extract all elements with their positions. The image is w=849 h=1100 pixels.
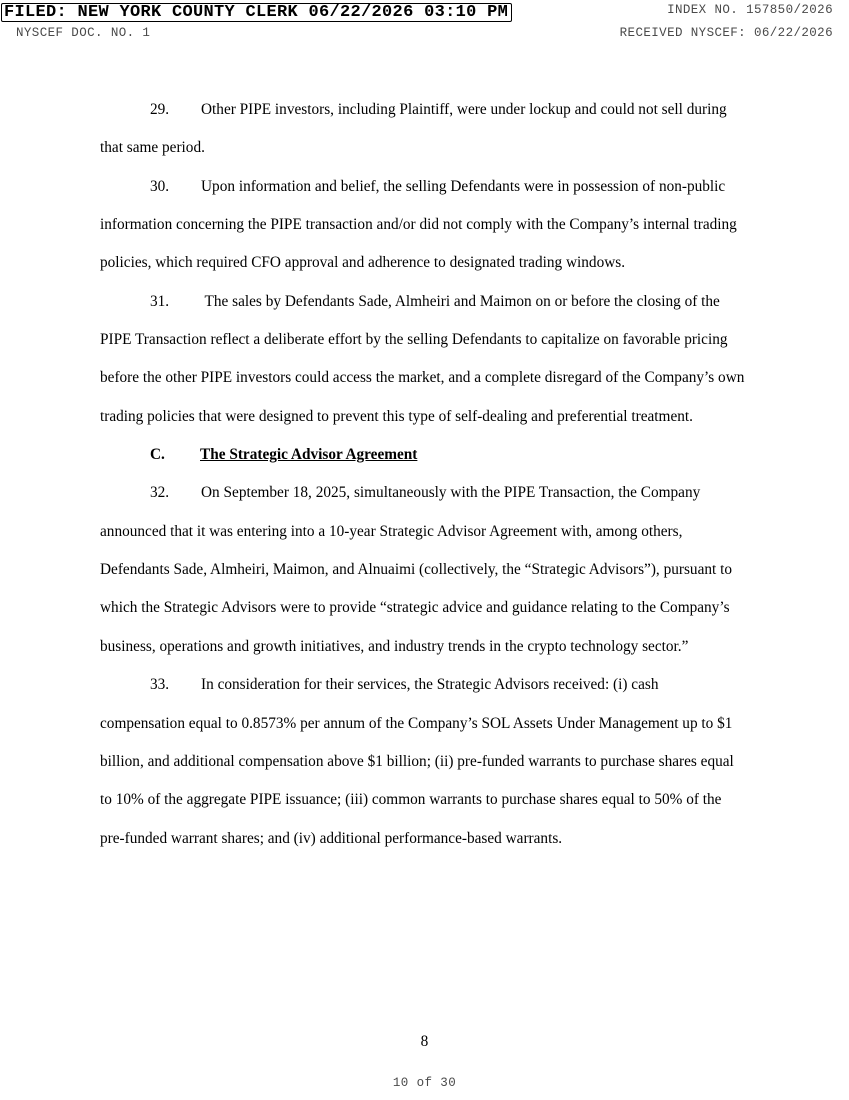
section-title: The Strategic Advisor Agreement (200, 446, 418, 464)
paragraph-number: 33. (150, 676, 170, 694)
page-number: 8 (420, 1033, 429, 1050)
paragraph-number: 31. (150, 292, 170, 310)
filed-stamp: FILED: NEW YORK COUNTY CLERK 06/22/2026 03:10 PM (1, 3, 512, 22)
page-count: 10 of 30 (392, 1076, 457, 1090)
paragraph-31 (100, 283, 747, 436)
paragraph-30 (100, 168, 747, 283)
index-number: INDEX NO. 157850/2026 (667, 3, 833, 17)
section-heading (100, 436, 747, 474)
paragraph-32 (100, 474, 747, 666)
paragraph-29 (100, 91, 747, 168)
paragraph-text: Other PIPE investors, including Plaintiff, were under lockup and could not sell during that same period. (100, 101, 727, 157)
section-letter: C. (150, 446, 165, 464)
paragraph-number: 30. (150, 177, 170, 195)
paragraph-number: 32. (150, 484, 170, 502)
paragraph-33 (100, 666, 747, 858)
paragraph-text: In consideration for their services, the Strategic Advisors received: (i) cash compensation equal to 0.8573% per annum of the Company’s SOL Assets Under Management up to $1 billion, and additional compensation above $1 billion; (ii) pre-funded warrants to purchase shares equal to 10% of the aggregate PIPE issuance; (iii) common warrants to purchase shares equal to 50% of the pre-funded warrant shares; and (iv) additional performance-based warrants. (100, 676, 734, 847)
doc-number: NYSCEF DOC. NO. 1 (16, 26, 151, 40)
paragraph-text: Upon information and belief, the selling Defendants were in possession of non-public information concerning the PIPE transaction and/or did not comply with the Company’s internal trading policies, which required CFO approval and adherence to designated trading windows. (100, 177, 737, 272)
paragraph-text: On September 18, 2025, simultaneously with the PIPE Transaction, the Company announced that it was entering into a 10-year Strategic Advisor Agreement with, among others, Defendants Sade, Almheiri, Maimon, and Alnuaimi (collectively, the “Strategic Advisors”), pursuant to which the Strategic Advisors were to provide “strategic advice and guidance relating to the Company’s business, operations and growth initiatives, and industry trends in the crypto technology sector.” (100, 484, 732, 655)
paragraph-number: 29. (150, 101, 170, 118)
received-date: RECEIVED NYSCEF: 06/22/2026 (619, 26, 833, 40)
paragraph-text: The sales by Defendants Sade, Almheiri and Maimon on or before the closing of the PIPE Transaction reflect a deliberate effort by the selling Defendants to capitalize on favorable pricing before the other PIPE investors could access the market, and a complete disregard of the Company’s own trading policies that were designed to prevent this type of self-dealing and preferential treatment. (100, 292, 749, 425)
document-body (100, 91, 747, 858)
